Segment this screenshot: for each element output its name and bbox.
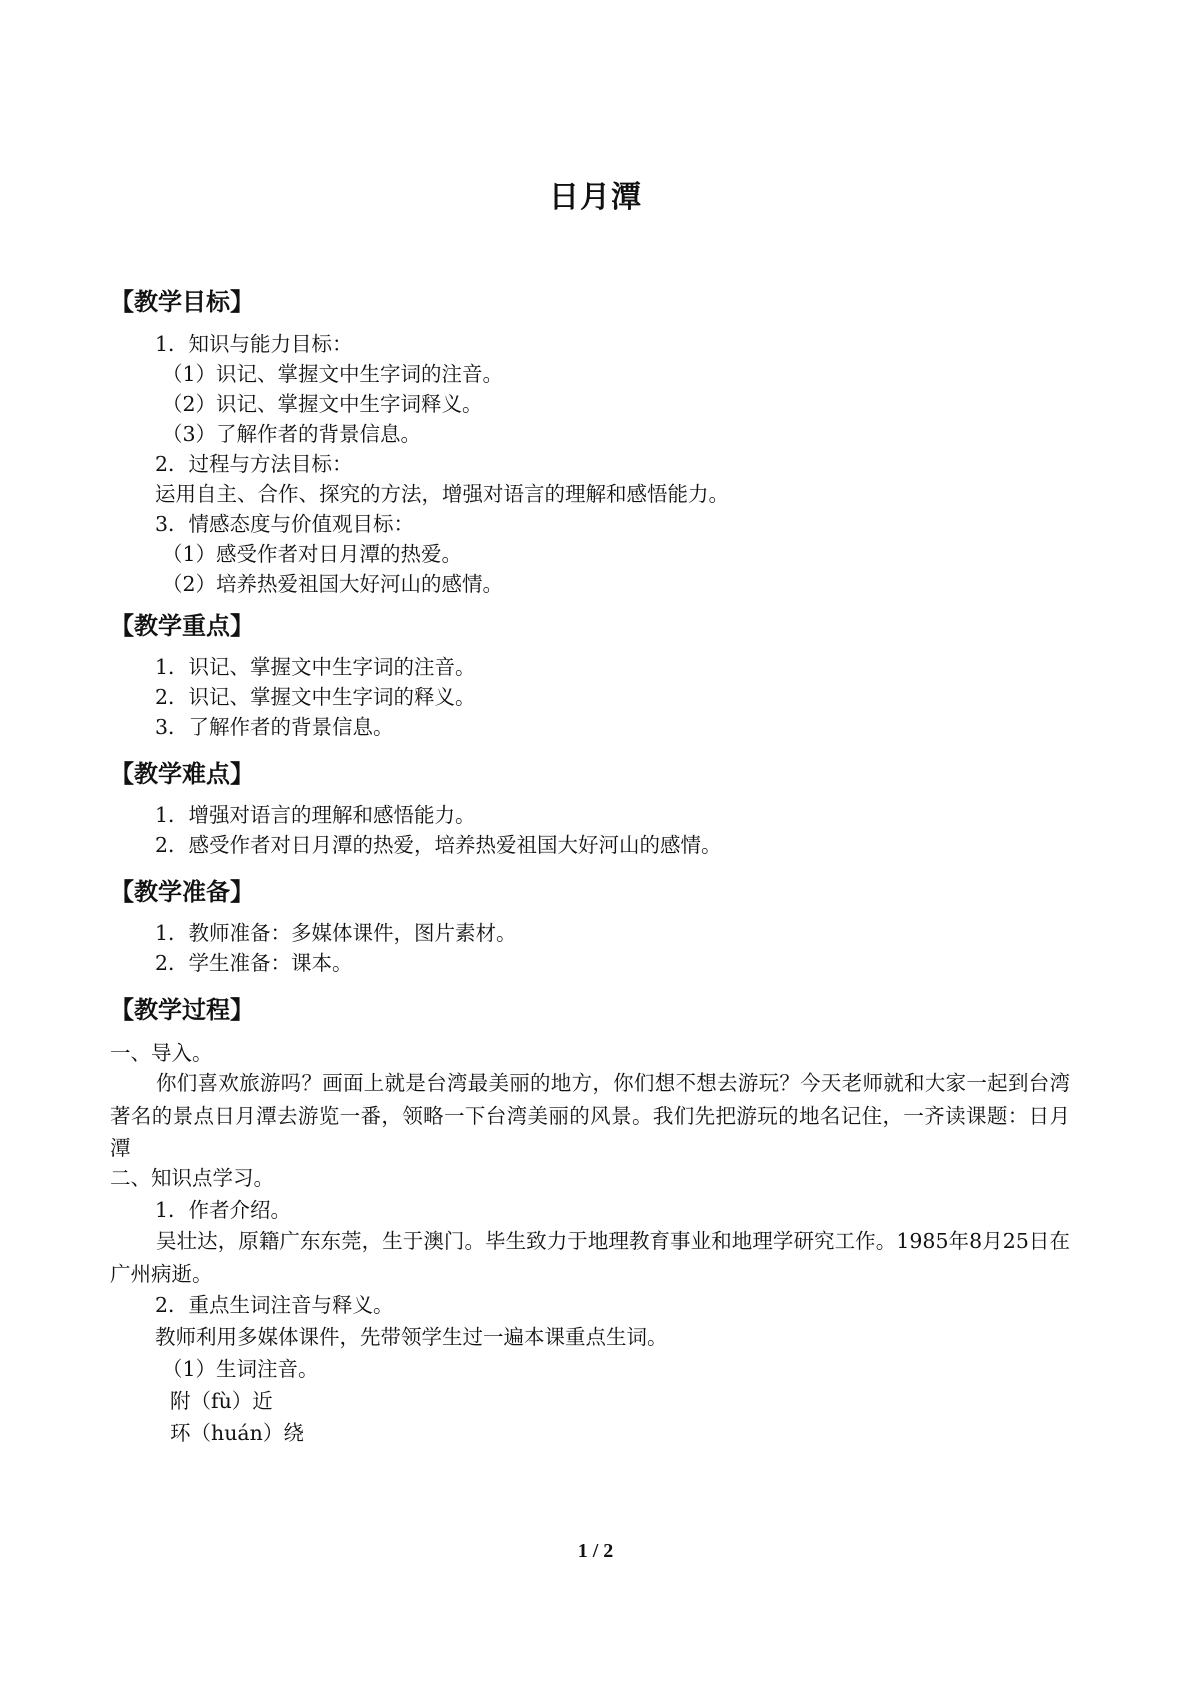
section-title-study: 二、知识点学习。 — [110, 1166, 274, 1190]
heading-difficulties: 【教学难点】 — [110, 760, 254, 788]
keypoints-line: 2．识记、掌握文中生字词的释义。 — [155, 685, 476, 709]
goals-line: （3）了解作者的背景信息。 — [162, 422, 422, 446]
vocab-word: 附（fù）近 — [170, 1389, 273, 1413]
vocab-word: 环（huán）绕 — [170, 1421, 304, 1445]
vocab-title: 2．重点生词注音与释义。 — [155, 1293, 394, 1317]
heading-goals: 【教学目标】 — [110, 288, 254, 316]
keypoints-line: 3．了解作者的背景信息。 — [155, 715, 394, 739]
page-title: 日月潭 — [549, 180, 642, 215]
goals-line: 2．过程与方法目标： — [155, 452, 353, 476]
heading-keypoints: 【教学重点】 — [110, 612, 254, 640]
goals-line: （1）识记、掌握文中生字词的注音。 — [162, 362, 504, 386]
goals-line: （2）培养热爱祖国大好河山的感情。 — [162, 572, 504, 596]
author-title: 1．作者介绍。 — [155, 1198, 292, 1222]
keypoints-line: 1．识记、掌握文中生字词的注音。 — [155, 655, 476, 679]
heading-process: 【教学过程】 — [110, 996, 254, 1024]
section-title-intro: 一、导入。 — [110, 1041, 213, 1065]
goals-line: 1．知识与能力目标： — [155, 332, 353, 356]
goals-line: 3．情感态度与价值观目标： — [155, 512, 415, 536]
preparation-line: 2．学生准备：课本。 — [155, 951, 353, 975]
difficulties-line: 1．增强对语言的理解和感悟能力。 — [155, 803, 476, 827]
preparation-line: 1．教师准备：多媒体课件，图片素材。 — [155, 921, 517, 945]
goals-line: （2）识记、掌握文中生字词释义。 — [162, 392, 483, 416]
heading-preparation: 【教学准备】 — [110, 878, 254, 906]
goals-line: （1）感受作者对日月潭的热爱。 — [162, 542, 463, 566]
difficulties-line: 2．感受作者对日月潭的热爱，培养热爱祖国大好河山的感情。 — [155, 833, 722, 857]
page-number: 1 / 2 — [577, 1540, 614, 1562]
intro-paragraph: 你们喜欢旅游吗？画面上就是台湾最美丽的地方，你们想不想去游玩？今天老师就和大家一起到台湾著名的景点日月潭去游览一番，领略一下台湾美丽的风景。我们先把游玩的地名记住，一齐读课题：日月潭 — [110, 1071, 1070, 1160]
pinyin-title: （1）生词注音。 — [162, 1357, 319, 1381]
author-paragraph: 吴壮达，原籍广东东莞，生于澳门。毕生致力于地理教育事业和地理学研究工作。1985年8月25日在广州病逝。 — [110, 1229, 1070, 1286]
vocab-intro: 教师利用多媒体课件，先带领学生过一遍本课重点生词。 — [155, 1325, 668, 1349]
goals-line: 运用自主、合作、探究的方法，增强对语言的理解和感悟能力。 — [155, 482, 729, 506]
